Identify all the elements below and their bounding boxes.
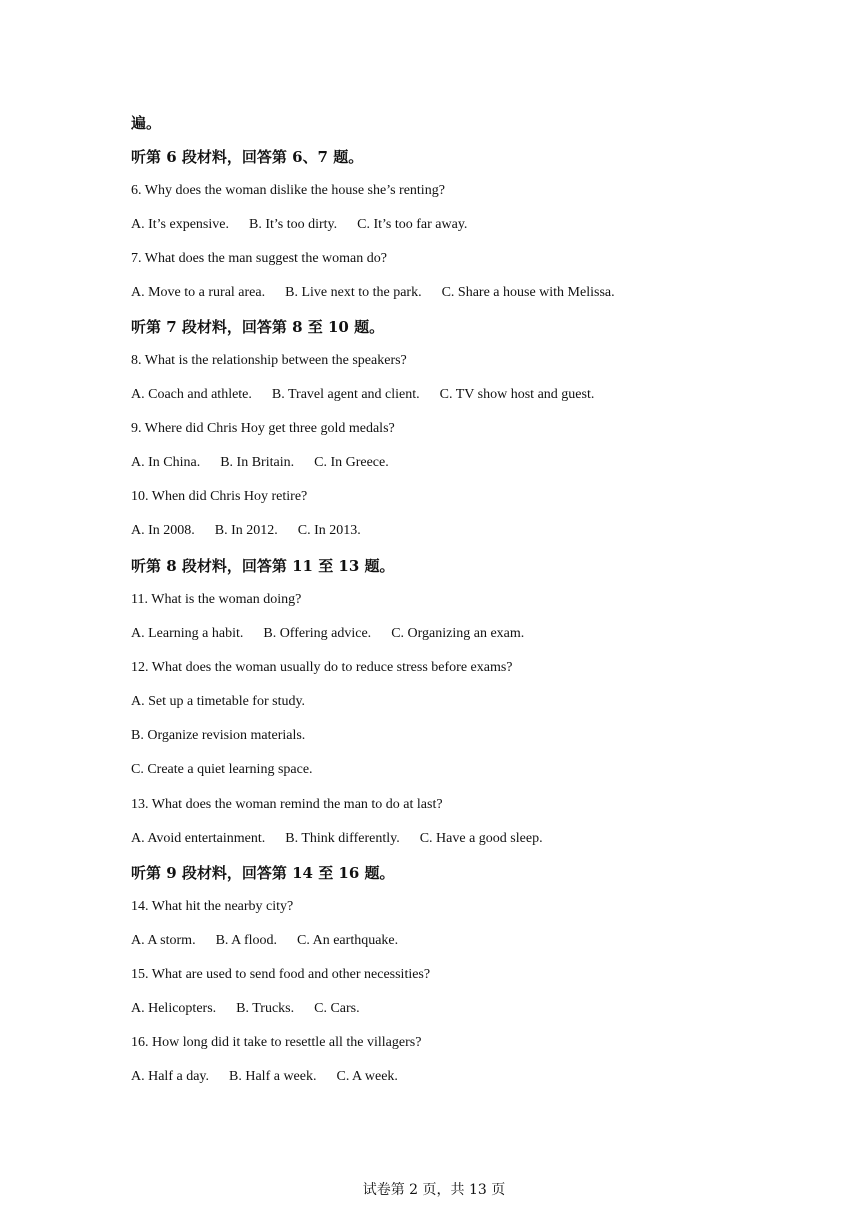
option-7c: C. Share a house with Melissa. bbox=[441, 285, 615, 300]
option-13a: A. Avoid entertainment. bbox=[131, 831, 266, 846]
option-9c: C. In Greece. bbox=[314, 455, 389, 470]
section-heading-7: 听第 7 段材料，回答第 8 至 10 题。 bbox=[131, 318, 385, 336]
section-heading-8: 听第 8 段材料，回答第 11 至 13 题。 bbox=[131, 557, 395, 575]
continued-text: 遍。 bbox=[131, 114, 162, 132]
option-15a: A. Helicopters. bbox=[131, 1001, 217, 1016]
option-7a: A. Move to a rural area. bbox=[131, 285, 266, 300]
question-14: 14. What hit the nearby city? bbox=[131, 899, 294, 914]
question-9: 9. Where did Chris Hoy get three gold medals? bbox=[131, 421, 395, 436]
option-6b: B. It’s too dirty. bbox=[248, 217, 338, 232]
page-footer: 试卷第 2 页，共 13 页 bbox=[362, 1182, 506, 1198]
option-12a: A. Set up a timetable for study. bbox=[131, 694, 306, 709]
option-15b: B. Trucks. bbox=[236, 1001, 295, 1016]
options-11 bbox=[131, 625, 524, 643]
option-13b: B. Think differently. bbox=[285, 831, 400, 846]
question-6: 6. Why does the woman dislike the house she’s renting? bbox=[131, 183, 445, 198]
option-13c: C. Have a good sleep. bbox=[419, 831, 543, 846]
options-10 bbox=[131, 522, 361, 540]
option-16b: B. Half a week. bbox=[229, 1069, 317, 1084]
options-6 bbox=[131, 216, 467, 234]
option-6c: C. It’s too far away. bbox=[357, 217, 468, 232]
question-12: 12. What does the woman usually do to reduce stress before exams? bbox=[131, 660, 513, 675]
option-10b: B. In 2012. bbox=[214, 523, 278, 538]
section-heading-9: 听第 9 段材料，回答第 14 至 16 题。 bbox=[131, 864, 395, 882]
options-14 bbox=[131, 932, 398, 950]
option-11a: A. Learning a habit. bbox=[131, 626, 244, 641]
option-7b: B. Live next to the park. bbox=[285, 285, 422, 300]
option-8c: C. TV show host and guest. bbox=[439, 387, 595, 402]
options-7 bbox=[131, 284, 615, 302]
option-11c: C. Organizing an exam. bbox=[391, 626, 525, 641]
option-12b: B. Organize revision materials. bbox=[131, 728, 306, 743]
question-8: 8. What is the relationship between the speakers? bbox=[131, 353, 407, 368]
option-14b: B. A flood. bbox=[215, 933, 278, 948]
question-16: 16. How long did it take to resettle all the villagers? bbox=[131, 1035, 422, 1050]
options-15 bbox=[131, 1000, 360, 1018]
question-15: 15. What are used to send food and other necessities? bbox=[131, 967, 431, 982]
option-10c: C. In 2013. bbox=[297, 523, 361, 538]
question-10: 10. When did Chris Hoy retire? bbox=[131, 489, 308, 504]
options-13 bbox=[131, 830, 543, 848]
option-10a: A. In 2008. bbox=[131, 523, 195, 538]
options-9 bbox=[131, 454, 389, 472]
option-11b: B. Offering advice. bbox=[263, 626, 372, 641]
option-15c: C. Cars. bbox=[314, 1001, 360, 1016]
section-heading-6: 听第 6 段材料，回答第 6、7 题。 bbox=[131, 148, 364, 166]
options-16 bbox=[131, 1068, 398, 1086]
option-14c: C. An earthquake. bbox=[297, 933, 399, 948]
question-11: 11. What is the woman doing? bbox=[131, 592, 302, 607]
option-8a: A. Coach and athlete. bbox=[131, 387, 252, 402]
option-12c: C. Create a quiet learning space. bbox=[131, 762, 313, 777]
options-8 bbox=[131, 386, 594, 404]
question-7: 7. What does the man suggest the woman do? bbox=[131, 251, 387, 266]
option-16a: A. Half a day. bbox=[131, 1069, 210, 1084]
option-6a: A. It’s expensive. bbox=[131, 217, 229, 232]
option-9b: B. In Britain. bbox=[220, 455, 295, 470]
option-14a: A. A storm. bbox=[131, 933, 196, 948]
option-16c: C. A week. bbox=[336, 1069, 398, 1084]
question-13: 13. What does the woman remind the man to do at last? bbox=[131, 797, 443, 812]
option-9a: A. In China. bbox=[131, 455, 201, 470]
option-8b: B. Travel agent and client. bbox=[271, 387, 420, 402]
